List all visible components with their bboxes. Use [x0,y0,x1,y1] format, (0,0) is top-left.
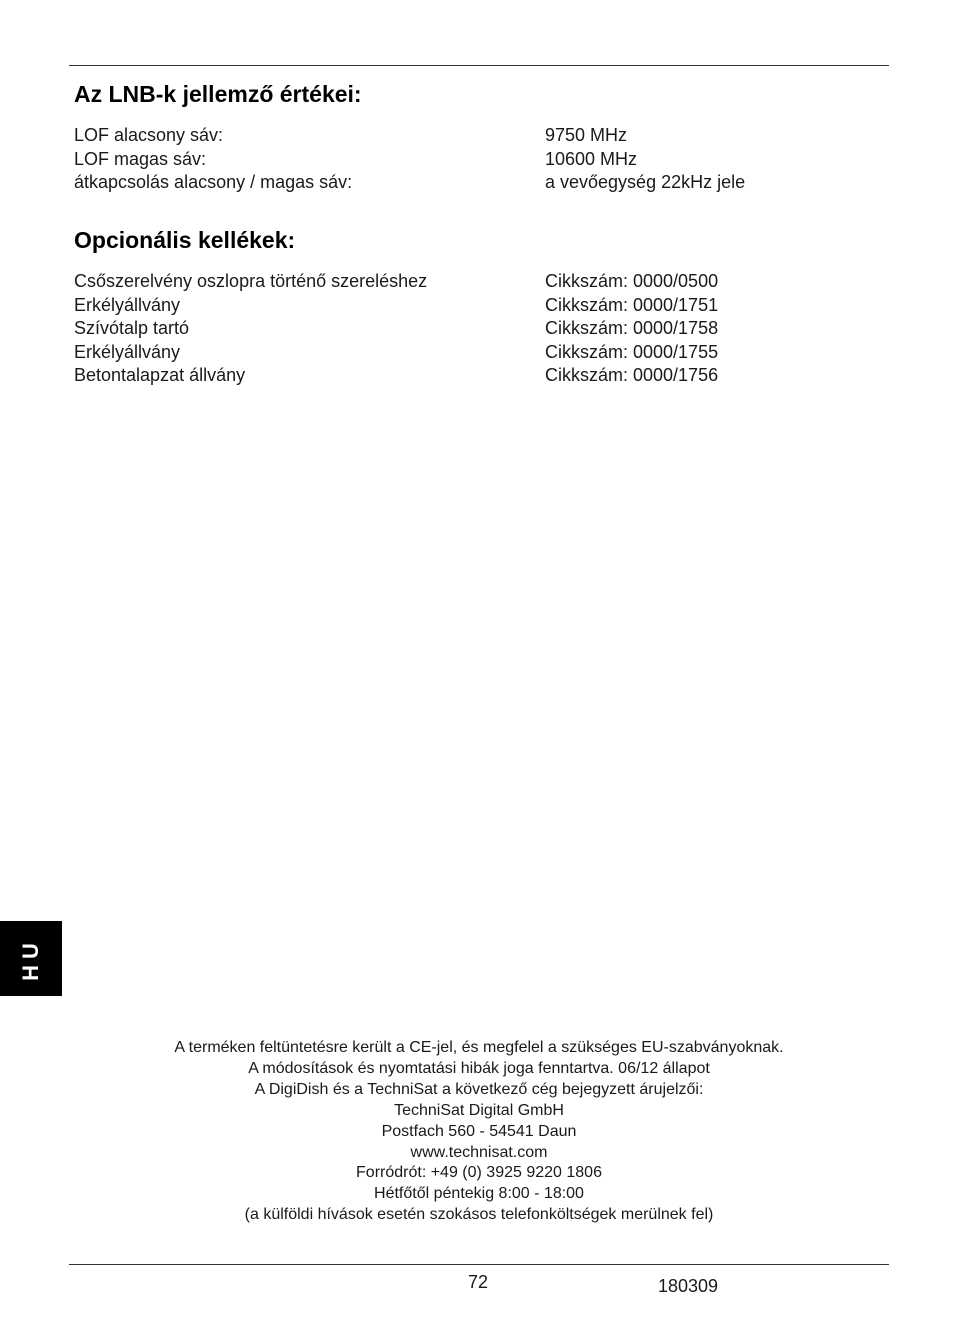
lnb-specs-heading: Az LNB-k jellemző értékei: [74,81,362,107]
spec-value: a vevőegység 22kHz jele [545,172,746,192]
accessory-row [74,270,889,294]
accessory-row [74,317,889,341]
footer-line: Forródrót: +49 (0) 3925 9220 1806 [356,1164,602,1182]
accessory-name: Szívótalp tartó [74,318,190,338]
accessory-article-number: Cikkszám: 0000/0500 [545,271,719,291]
footer-line: A DigiDish és a TechniSat a következő cég bejegyzett árujelzői: [254,1080,704,1098]
spec-row [74,124,889,148]
accessories-heading: Opcionális kellékek: [74,227,296,253]
spec-label: átkapcsolás alacsony / magas sáv: [74,172,353,192]
accessories-section [74,226,889,388]
document-code: 180309 [658,1276,719,1296]
spec-label: LOF alacsony sáv: [74,125,224,145]
accessories-list [74,270,889,388]
spec-label: LOF magas sáv: [74,148,207,169]
footer-line: Postfach 560 - 54541 Daun [381,1122,577,1140]
spec-value: 10600 MHz [545,148,638,169]
spec-value: 9750 MHz [545,125,628,145]
language-code: HU [18,936,43,981]
bottom-divider [69,1264,889,1265]
lnb-specs-list [74,124,889,195]
accessory-name: Csőszerelvény oszlopra történő szereléshez [74,271,428,291]
footer-notice [69,1038,889,1226]
accessory-article-number: Cikkszám: 0000/1755 [545,341,719,362]
spec-row [74,148,889,172]
accessory-name: Betontalapzat állvány [74,365,246,385]
accessory-name: Erkélyállvány [74,294,181,315]
accessory-article-number: Cikkszám: 0000/1758 [545,318,719,338]
top-divider [69,65,889,66]
footer-line: A terméken feltüntetésre került a CE-jel, és megfelel a szükséges EU-szabványoknak. [174,1039,784,1056]
accessory-row [74,341,889,365]
footer-line: www.technisat.com [410,1143,548,1161]
lnb-specs-section [74,80,889,195]
accessory-row [74,294,889,318]
footer-line: TechniSat Digital GmbH [394,1101,564,1119]
accessory-article-number: Cikkszám: 0000/1756 [545,365,719,385]
footer-line: Hétfőtől péntekig 8:00 - 18:00 [374,1185,584,1203]
language-tab [0,921,62,996]
footer-line: (a külföldi hívások esetén szokásos telefonköltségek merülnek fel) [244,1206,714,1224]
spec-row [74,171,889,195]
accessory-name: Erkélyállvány [74,341,181,362]
accessory-row [74,364,889,388]
accessory-article-number: Cikkszám: 0000/1751 [545,294,719,315]
footer-line: A módosítások és nyomtatási hibák joga fenntartva. 06/12 állapot [248,1059,710,1077]
page-number: 72 [467,1272,489,1292]
